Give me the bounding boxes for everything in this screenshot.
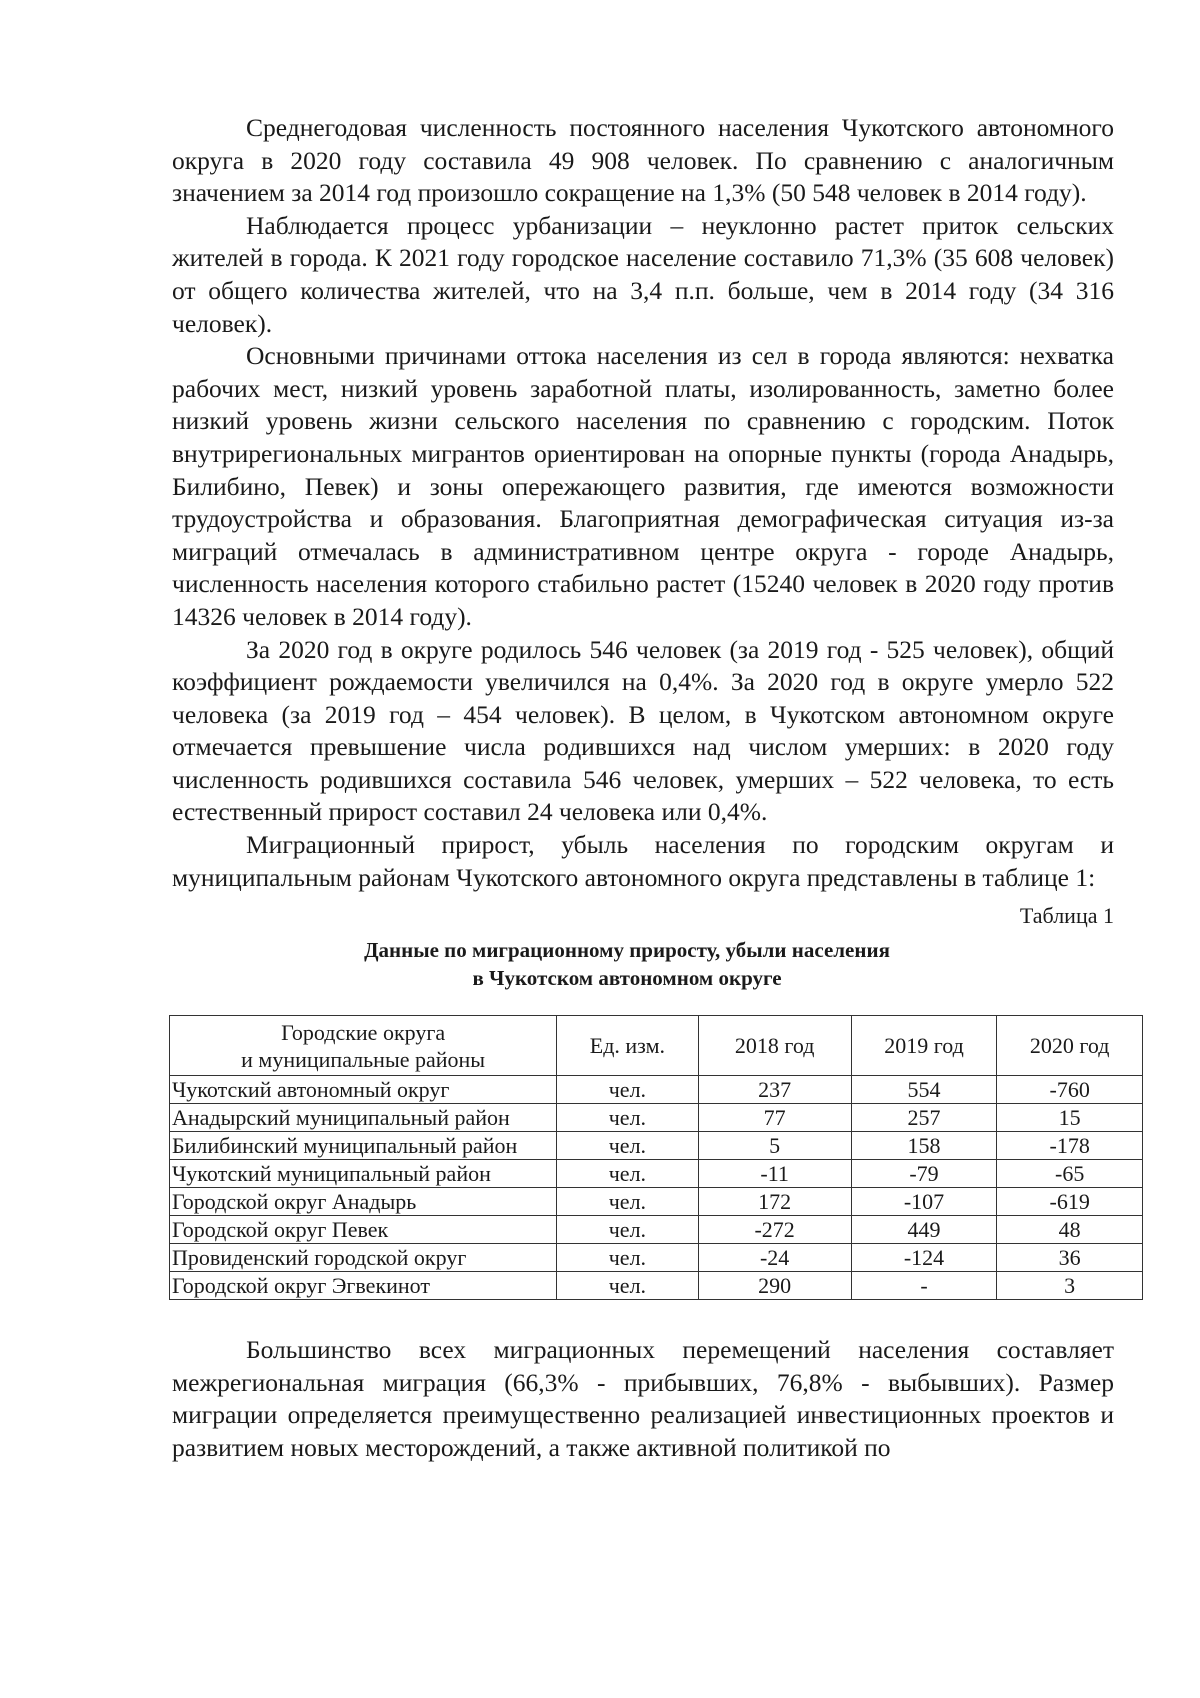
cell-unit: чел. [557,1132,698,1160]
cell-region: Городской округ Певек [170,1216,557,1244]
cell-2018: -272 [698,1216,851,1244]
paragraph-population: Среднегодовая численность постоянного населения Чукотского автономного округа в 2020 году составила 49 908 человек. По сравнению с аналогичным значением за 2014 год произошло сокращение на 1,3% (50 548 человек в 2014 году). [172,113,1114,208]
cell-2020: -619 [997,1188,1143,1216]
header-region [170,1016,557,1076]
cell-region: Чукотский автономный округ [170,1076,557,1104]
table-title-line-1: Данные по миграционному приросту, убыли населения [364,938,890,963]
header-2018: 2018 год [698,1016,851,1076]
cell-unit: чел. [557,1272,698,1300]
cell-2019: 257 [851,1104,997,1132]
cell-2020: 15 [997,1104,1143,1132]
cell-2019: 554 [851,1076,997,1104]
cell-2020: 36 [997,1244,1143,1272]
cell-unit: чел. [557,1076,698,1104]
paragraph-table-intro: Миграционный прирост, убыль населения по городским округам и муниципальным районам Чукотского автономного округа представлены в таблице 1: [172,830,1114,892]
table-row [170,1076,1143,1104]
table-row [170,1160,1143,1188]
table-row [170,1216,1143,1244]
header-region-line-2: и муниципальные районы [241,1046,486,1072]
cell-region: Анадырский муниципальный район [170,1104,557,1132]
cell-2019: - [851,1272,997,1300]
cell-2018: -11 [698,1160,851,1188]
cell-unit: чел. [557,1188,698,1216]
table-row [170,1132,1143,1160]
cell-2019: 449 [851,1216,997,1244]
document-page [172,112,1114,1465]
header-2019: 2019 год [851,1016,997,1076]
paragraph-outflow-reasons: Основными причинами оттока населения из сел в города являются: нехватка рабочих мест, низкий уровень заработной платы, изолированность, заметно более низкий уровень жизни сельского населения по сравнению с городским. Поток внутрирегиональных мигрантов ориентирован на опорные пункты (города Анадырь, Билибино, Певек) и зоны опережающего развития, где имеются возможности трудоустройства и образования. Благоприятная демографическая ситуация из-за миграций отмечалась в административном центре округа - городе Анадырь, численность населения которого стабильно растет (15240 человек в 2020 году против 14326 человек в 2014 году). [172,341,1114,631]
cell-2020: 48 [997,1216,1143,1244]
paragraph-interregional-migration: Большинство всех миграционных перемещений населения составляет межрегиональная миграция (66,3% - прибывших, 76,8% - выбывших). Размер миграции определяется преимущественно реализацией инвестиционных проектов и развитием новых месторождений, а также активной политикой по [172,1335,1114,1463]
cell-unit: чел. [557,1160,698,1188]
cell-region: Провиденский городской округ [170,1244,557,1272]
cell-region: Городской округ Эгвекинот [170,1272,557,1300]
table-title-line-2: в Чукотском автономном округе [472,966,782,991]
cell-2020: 3 [997,1272,1143,1300]
table-title [172,936,1082,992]
table-row [170,1188,1143,1216]
table-body [170,1076,1143,1300]
cell-2019: -107 [851,1188,997,1216]
cell-2020: -178 [997,1132,1143,1160]
cell-2018: 237 [698,1076,851,1104]
cell-2019: -124 [851,1244,997,1272]
cell-2018: 5 [698,1132,851,1160]
cell-unit: чел. [557,1104,698,1132]
cell-2018: -24 [698,1244,851,1272]
paragraph-urbanization: Наблюдается процесс урбанизации – неуклонно растет приток сельских жителей в города. К 2021 году городское население составило 71,3% (35 608 человек) от общего количества жителей, что на 3,4 п.п. больше, чем в 2014 году (34 316 человек). [172,210,1114,338]
table-row [170,1104,1143,1132]
cell-2019: -79 [851,1160,997,1188]
migration-table [169,1015,1143,1300]
cell-2018: 77 [698,1104,851,1132]
cell-2019: 158 [851,1132,997,1160]
cell-2018: 290 [698,1272,851,1300]
cell-region: Билибинский муниципальный район [170,1132,557,1160]
cell-region: Чукотский муниципальный район [170,1160,557,1188]
header-region-line-1: Городские округа [281,1019,446,1045]
header-unit: Ед. изм. [557,1016,698,1076]
cell-unit: чел. [557,1244,698,1272]
cell-2018: 172 [698,1188,851,1216]
paragraph-births-deaths: За 2020 год в округе родилось 546 человек (за 2019 год - 525 человек), общий коэффициент рождаемости увеличился на 0,4%. За 2020 год в округе умерло 522 человека (за 2019 год – 454 человек). В целом, в Чукотском автономном округе отмечается превышение числа родившихся над числом умерших: в 2020 году численность родившихся составила 546 человек, умерших – 522 человека, то есть естественный прирост составил 24 человека или 0,4%. [172,634,1114,827]
table-row [170,1244,1143,1272]
table-header-row [170,1016,1143,1076]
table-row [170,1272,1143,1300]
cell-2020: -760 [997,1076,1143,1104]
header-2020: 2020 год [997,1016,1143,1076]
cell-2020: -65 [997,1160,1143,1188]
cell-unit: чел. [557,1216,698,1244]
table-label: Таблица 1 [1019,903,1114,929]
cell-region: Городской округ Анадырь [170,1188,557,1216]
